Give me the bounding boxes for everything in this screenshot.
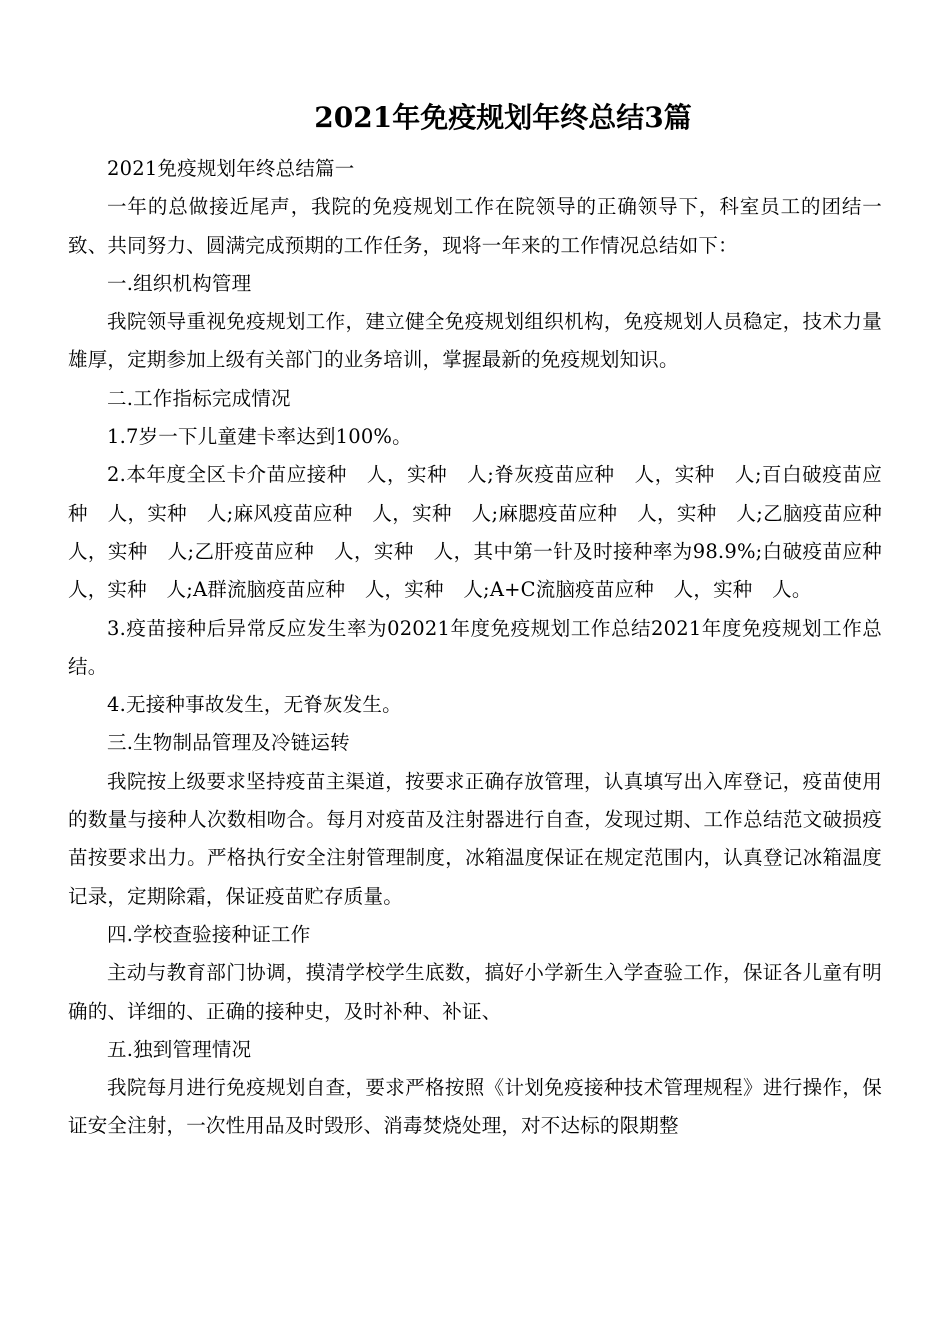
heading-management: 五.独到管理情况 [107, 1037, 252, 1061]
heading-organization: 一.组织机构管理 [107, 271, 252, 295]
indicator-item-4: 4.无接种事故发生，无脊灰发生。 [107, 693, 402, 717]
indicator-item-3: 3.疫苗接种后异常反应发生率为02021年度免疫规划工作总结2021年度免疫规划工作总结。 [68, 616, 882, 678]
school-check-paragraph: 主动与教育部门协调，摸清学校学生底数，搞好小学新生入学查验工作，保证各儿童有明确的、详细的、正确的接种史，及时补种、补证、 [68, 961, 882, 1023]
document-body [68, 150, 902, 1146]
organization-paragraph: 我院领导重视免疫规划工作，建立健全免疫规划组织机构，免疫规划人员稳定，技术力量雄厚，定期参加上级有关部门的业务培训，掌握最新的免疫规划知识。 [68, 310, 882, 372]
heading-cold-chain: 三.生物制品管理及冷链运转 [107, 731, 350, 755]
indicator-item-2: 2.本年度全区卡介苗应接种 人，实种 人;脊灰疫苗应种 人，实种 人;百白破疫苗应种 人，实种 人;麻风疫苗应种 人，实种 人;麻腮疫苗应种 人，实种 人;乙脑疫苗应种 人，实种 人;乙肝疫苗应种 人，实种 人，其中第一针及时接种率为98.9%;白破疫苗应种 人，实种 人;A群流脑疫苗应种 人，实种 人;A+C流脑疫苗应种 人，实种 人。 [68, 463, 902, 602]
section-heading-part-one: 2021免疫规划年终总结篇一 [107, 157, 355, 180]
heading-school-check: 四.学校查验接种证工作 [107, 922, 311, 946]
indicator-item-1: 1.7岁一下儿童建卡率达到100%。 [107, 425, 412, 449]
document-title: 2021年免疫规划年终总结3篇 [314, 101, 692, 134]
intro-paragraph: 一年的总做接近尾声，我院的免疫规划工作在院领导的正确领导下，科室员工的团结一致、共同努力、圆满完成预期的工作任务，现将一年来的工作情况总结如下： [68, 195, 882, 257]
cold-chain-paragraph: 我院按上级要求坚持疫苗主渠道，按要求正确存放管理，认真填写出入库登记，疫苗使用的数量与接种人次数相吻合。每月对疫苗及注射器进行自查，发现过期、工作总结范文破损疫苗按要求出力。严格执行安全注射管理制度，冰箱温度保证在规定范围内，认真登记冰箱温度记录，定期除霜，保证疫苗贮存质量。 [68, 769, 882, 908]
heading-indicators: 二.工作指标完成情况 [107, 386, 291, 410]
management-paragraph: 我院每月进行免疫规划自查，要求严格按照《计划免疫接种技术管理规程》进行操作，保证安全注射，一次性用品及时毁形、消毒焚烧处理，对不达标的限期整 [68, 1076, 882, 1138]
